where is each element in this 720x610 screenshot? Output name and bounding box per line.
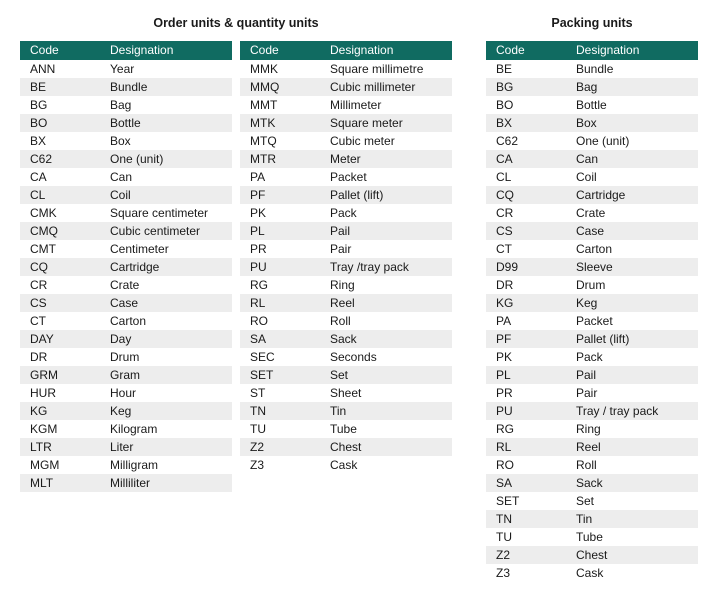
unit-designation-cell: Sack — [566, 474, 698, 492]
unit-designation-cell: Tray /tray pack — [320, 258, 452, 276]
table-row — [486, 114, 698, 132]
unit-code-cell: CMQ — [20, 222, 100, 240]
unit-designation-cell: Crate — [566, 204, 698, 222]
unit-designation-cell: Coil — [100, 186, 232, 204]
unit-code-cell: BE — [20, 78, 100, 96]
table-row — [240, 168, 452, 186]
unit-designation-cell: Cubic centimeter — [100, 222, 232, 240]
table-row — [486, 330, 698, 348]
table-header-row — [20, 41, 232, 60]
unit-code-cell: SEC — [240, 348, 320, 366]
unit-code-cell: D99 — [486, 258, 566, 276]
unit-code-cell: C62 — [486, 132, 566, 150]
unit-code-cell: Z2 — [486, 546, 566, 564]
unit-code-cell: CA — [486, 150, 566, 168]
unit-code-cell: PL — [240, 222, 320, 240]
unit-designation-cell: Reel — [566, 438, 698, 456]
unit-designation-cell: Year — [100, 60, 232, 78]
unit-code-cell: RO — [240, 312, 320, 330]
table-row — [20, 132, 232, 150]
code-column-header: Code — [240, 41, 320, 60]
unit-designation-cell: Milligram — [100, 456, 232, 474]
table-row — [240, 402, 452, 420]
table-row — [240, 240, 452, 258]
unit-designation-cell: Bottle — [100, 114, 232, 132]
unit-designation-cell: Pail — [320, 222, 452, 240]
table-header-row — [240, 41, 452, 60]
unit-code-cell: TN — [240, 402, 320, 420]
unit-designation-cell: Ring — [320, 276, 452, 294]
designation-column-header: Designation — [100, 41, 232, 60]
table-row — [486, 492, 698, 510]
unit-designation-cell: Cubic meter — [320, 132, 452, 150]
unit-code-cell: ANN — [20, 60, 100, 78]
unit-code-cell: Z3 — [486, 564, 566, 582]
unit-code-cell: SET — [486, 492, 566, 510]
unit-designation-cell: Pallet (lift) — [320, 186, 452, 204]
designation-column-header: Designation — [320, 41, 452, 60]
table-row — [486, 168, 698, 186]
unit-designation-cell: Set — [320, 366, 452, 384]
unit-code-cell: CT — [486, 240, 566, 258]
table-row — [486, 438, 698, 456]
unit-designation-cell: Set — [566, 492, 698, 510]
unit-code-cell: KG — [20, 402, 100, 420]
unit-code-cell: DR — [20, 348, 100, 366]
table-row — [20, 168, 232, 186]
unit-code-cell: PR — [486, 384, 566, 402]
table-row — [240, 60, 452, 78]
unit-code-cell: CA — [20, 168, 100, 186]
unit-code-cell: SA — [240, 330, 320, 348]
unit-code-cell: CS — [486, 222, 566, 240]
unit-code-cell: GRM — [20, 366, 100, 384]
unit-designation-cell: Pallet (lift) — [566, 330, 698, 348]
unit-code-cell: DAY — [20, 330, 100, 348]
unit-code-cell: LTR — [20, 438, 100, 456]
unit-designation-cell: Can — [566, 150, 698, 168]
unit-designation-cell: Cartridge — [566, 186, 698, 204]
table-row — [240, 276, 452, 294]
table-header-row — [486, 41, 698, 60]
unit-code-cell: CS — [20, 294, 100, 312]
unit-code-cell: PK — [486, 348, 566, 366]
unit-designation-cell: Reel — [320, 294, 452, 312]
table-row — [20, 258, 232, 276]
unit-designation-cell: Cask — [566, 564, 698, 582]
unit-designation-cell: Seconds — [320, 348, 452, 366]
unit-code-cell: BO — [486, 96, 566, 114]
unit-designation-cell: One (unit) — [100, 150, 232, 168]
packing-units-table — [486, 41, 698, 582]
unit-code-cell: CQ — [486, 186, 566, 204]
table-row — [486, 78, 698, 96]
unit-code-cell: CMK — [20, 204, 100, 222]
table-row — [20, 240, 232, 258]
table-row — [20, 114, 232, 132]
unit-code-cell: PR — [240, 240, 320, 258]
table-row — [20, 276, 232, 294]
code-column-header: Code — [20, 41, 100, 60]
table-row — [20, 204, 232, 222]
unit-code-cell: BG — [486, 78, 566, 96]
unit-designation-cell: Box — [100, 132, 232, 150]
unit-designation-cell: Pack — [320, 204, 452, 222]
unit-designation-cell: Keg — [100, 402, 232, 420]
unit-designation-cell: Centimeter — [100, 240, 232, 258]
unit-code-cell: ST — [240, 384, 320, 402]
unit-designation-cell: Sleeve — [566, 258, 698, 276]
table-row — [240, 96, 452, 114]
unit-designation-cell: Sack — [320, 330, 452, 348]
unit-code-cell: TU — [486, 528, 566, 546]
table-row — [486, 474, 698, 492]
table-row — [20, 474, 232, 492]
unit-designation-cell: Bag — [566, 78, 698, 96]
table-row — [486, 402, 698, 420]
table-row — [486, 312, 698, 330]
unit-code-cell: BO — [20, 114, 100, 132]
unit-code-cell: SET — [240, 366, 320, 384]
table-row — [240, 420, 452, 438]
unit-designation-cell: Hour — [100, 384, 232, 402]
unit-code-cell: C62 — [20, 150, 100, 168]
table-row — [486, 276, 698, 294]
table-row — [486, 420, 698, 438]
table-row — [20, 348, 232, 366]
table-row — [486, 132, 698, 150]
order-units-table-2 — [240, 41, 452, 474]
unit-designation-cell: Square millimetre — [320, 60, 452, 78]
unit-code-cell: RL — [486, 438, 566, 456]
table-row — [20, 456, 232, 474]
unit-code-cell: SA — [486, 474, 566, 492]
table-row — [240, 366, 452, 384]
unit-code-cell: CL — [20, 186, 100, 204]
table-row — [486, 150, 698, 168]
unit-designation-cell: Roll — [320, 312, 452, 330]
unit-code-cell: PU — [240, 258, 320, 276]
unit-designation-cell: Cask — [320, 456, 452, 474]
table-row — [486, 564, 698, 582]
unit-designation-cell: Roll — [566, 456, 698, 474]
table-row — [240, 438, 452, 456]
table-row — [486, 510, 698, 528]
unit-code-cell: CL — [486, 168, 566, 186]
unit-code-cell: PA — [486, 312, 566, 330]
unit-code-cell: MMT — [240, 96, 320, 114]
table-row — [240, 204, 452, 222]
unit-designation-cell: Coil — [566, 168, 698, 186]
unit-code-cell: Z2 — [240, 438, 320, 456]
unit-code-cell: BX — [486, 114, 566, 132]
unit-code-cell: RO — [486, 456, 566, 474]
unit-designation-cell: Carton — [100, 312, 232, 330]
unit-designation-cell: Square meter — [320, 114, 452, 132]
unit-code-cell: CR — [486, 204, 566, 222]
unit-designation-cell: Bag — [100, 96, 232, 114]
unit-code-cell: MTQ — [240, 132, 320, 150]
table-row — [20, 60, 232, 78]
unit-code-cell: PU — [486, 402, 566, 420]
table-row — [486, 366, 698, 384]
table-row — [240, 132, 452, 150]
table-row — [20, 384, 232, 402]
unit-code-cell: RG — [486, 420, 566, 438]
unit-designation-cell: Meter — [320, 150, 452, 168]
unit-code-cell: TN — [486, 510, 566, 528]
table-row — [20, 402, 232, 420]
unit-designation-cell: Bundle — [100, 78, 232, 96]
table-row — [20, 438, 232, 456]
unit-designation-cell: Tube — [320, 420, 452, 438]
unit-designation-cell: Packet — [566, 312, 698, 330]
unit-designation-cell: Can — [100, 168, 232, 186]
unit-designation-cell: Packet — [320, 168, 452, 186]
unit-designation-cell: Cubic millimeter — [320, 78, 452, 96]
unit-designation-cell: Case — [100, 294, 232, 312]
table-row — [486, 96, 698, 114]
table-row — [20, 366, 232, 384]
unit-designation-cell: Tube — [566, 528, 698, 546]
table-row — [240, 348, 452, 366]
table-row — [20, 78, 232, 96]
unit-code-cell: CMT — [20, 240, 100, 258]
unit-designation-cell: Kilogram — [100, 420, 232, 438]
order-units-title: Order units & quantity units — [153, 16, 319, 30]
table-row — [486, 186, 698, 204]
unit-designation-cell: Box — [566, 114, 698, 132]
unit-designation-cell: Square centimeter — [100, 204, 232, 222]
table-row — [240, 150, 452, 168]
table-row — [240, 222, 452, 240]
table-row — [486, 528, 698, 546]
unit-code-cell: MMK — [240, 60, 320, 78]
unit-designation-cell: Bundle — [566, 60, 698, 78]
unit-designation-cell: Drum — [566, 276, 698, 294]
unit-code-cell: Z3 — [240, 456, 320, 474]
table-row — [486, 546, 698, 564]
order-units-table-1 — [20, 41, 232, 492]
table-row — [486, 384, 698, 402]
table-row — [20, 294, 232, 312]
unit-designation-cell: Chest — [320, 438, 452, 456]
unit-designation-cell: Day — [100, 330, 232, 348]
unit-code-cell: KG — [486, 294, 566, 312]
unit-designation-cell: Gram — [100, 366, 232, 384]
unit-code-cell: PL — [486, 366, 566, 384]
unit-designation-cell: Ring — [566, 420, 698, 438]
unit-code-cell: BG — [20, 96, 100, 114]
table-row — [20, 312, 232, 330]
unit-code-cell: CR — [20, 276, 100, 294]
unit-code-cell: KGM — [20, 420, 100, 438]
unit-designation-cell: Millimeter — [320, 96, 452, 114]
table-row — [20, 186, 232, 204]
unit-code-cell: PA — [240, 168, 320, 186]
unit-designation-cell: Carton — [566, 240, 698, 258]
table-row — [486, 348, 698, 366]
table-row — [486, 204, 698, 222]
table-row — [240, 114, 452, 132]
unit-designation-cell: Bottle — [566, 96, 698, 114]
unit-code-cell: HUR — [20, 384, 100, 402]
unit-designation-cell: Liter — [100, 438, 232, 456]
table-row — [240, 312, 452, 330]
table-row — [240, 456, 452, 474]
unit-designation-cell: Tin — [320, 402, 452, 420]
table-row — [240, 78, 452, 96]
unit-designation-cell: Pair — [566, 384, 698, 402]
unit-code-cell: BE — [486, 60, 566, 78]
table-row — [240, 294, 452, 312]
unit-designation-cell: Milliliter — [100, 474, 232, 492]
unit-code-cell: MTK — [240, 114, 320, 132]
table-row — [240, 186, 452, 204]
unit-code-cell: MTR — [240, 150, 320, 168]
unit-code-cell: CQ — [20, 258, 100, 276]
table-row — [20, 330, 232, 348]
unit-code-cell: BX — [20, 132, 100, 150]
table-row — [486, 258, 698, 276]
unit-designation-cell: Pail — [566, 366, 698, 384]
unit-code-cell: PF — [240, 186, 320, 204]
unit-code-cell: DR — [486, 276, 566, 294]
table-row — [240, 384, 452, 402]
unit-code-cell: RG — [240, 276, 320, 294]
unit-designation-cell: Drum — [100, 348, 232, 366]
table-row — [20, 420, 232, 438]
unit-designation-cell: Keg — [566, 294, 698, 312]
code-column-header: Code — [486, 41, 566, 60]
table-row — [20, 96, 232, 114]
unit-designation-cell: Cartridge — [100, 258, 232, 276]
table-row — [486, 456, 698, 474]
table-row — [486, 60, 698, 78]
unit-designation-cell: One (unit) — [566, 132, 698, 150]
packing-units-title: Packing units — [551, 16, 633, 30]
table-row — [486, 240, 698, 258]
table-row — [486, 294, 698, 312]
unit-code-cell: TU — [240, 420, 320, 438]
table-row — [486, 222, 698, 240]
unit-designation-cell: Pack — [566, 348, 698, 366]
unit-designation-cell: Chest — [566, 546, 698, 564]
unit-code-cell: MGM — [20, 456, 100, 474]
unit-code-cell: PF — [486, 330, 566, 348]
unit-designation-cell: Tin — [566, 510, 698, 528]
unit-code-cell: PK — [240, 204, 320, 222]
unit-code-cell: RL — [240, 294, 320, 312]
table-row — [240, 258, 452, 276]
table-row — [240, 330, 452, 348]
designation-column-header: Designation — [566, 41, 698, 60]
unit-designation-cell: Case — [566, 222, 698, 240]
unit-code-cell: MMQ — [240, 78, 320, 96]
unit-code-cell: MLT — [20, 474, 100, 492]
table-row — [20, 150, 232, 168]
unit-designation-cell: Crate — [100, 276, 232, 294]
table-row — [20, 222, 232, 240]
unit-designation-cell: Pair — [320, 240, 452, 258]
unit-code-cell: CT — [20, 312, 100, 330]
unit-designation-cell: Sheet — [320, 384, 452, 402]
unit-designation-cell: Tray / tray pack — [566, 402, 698, 420]
